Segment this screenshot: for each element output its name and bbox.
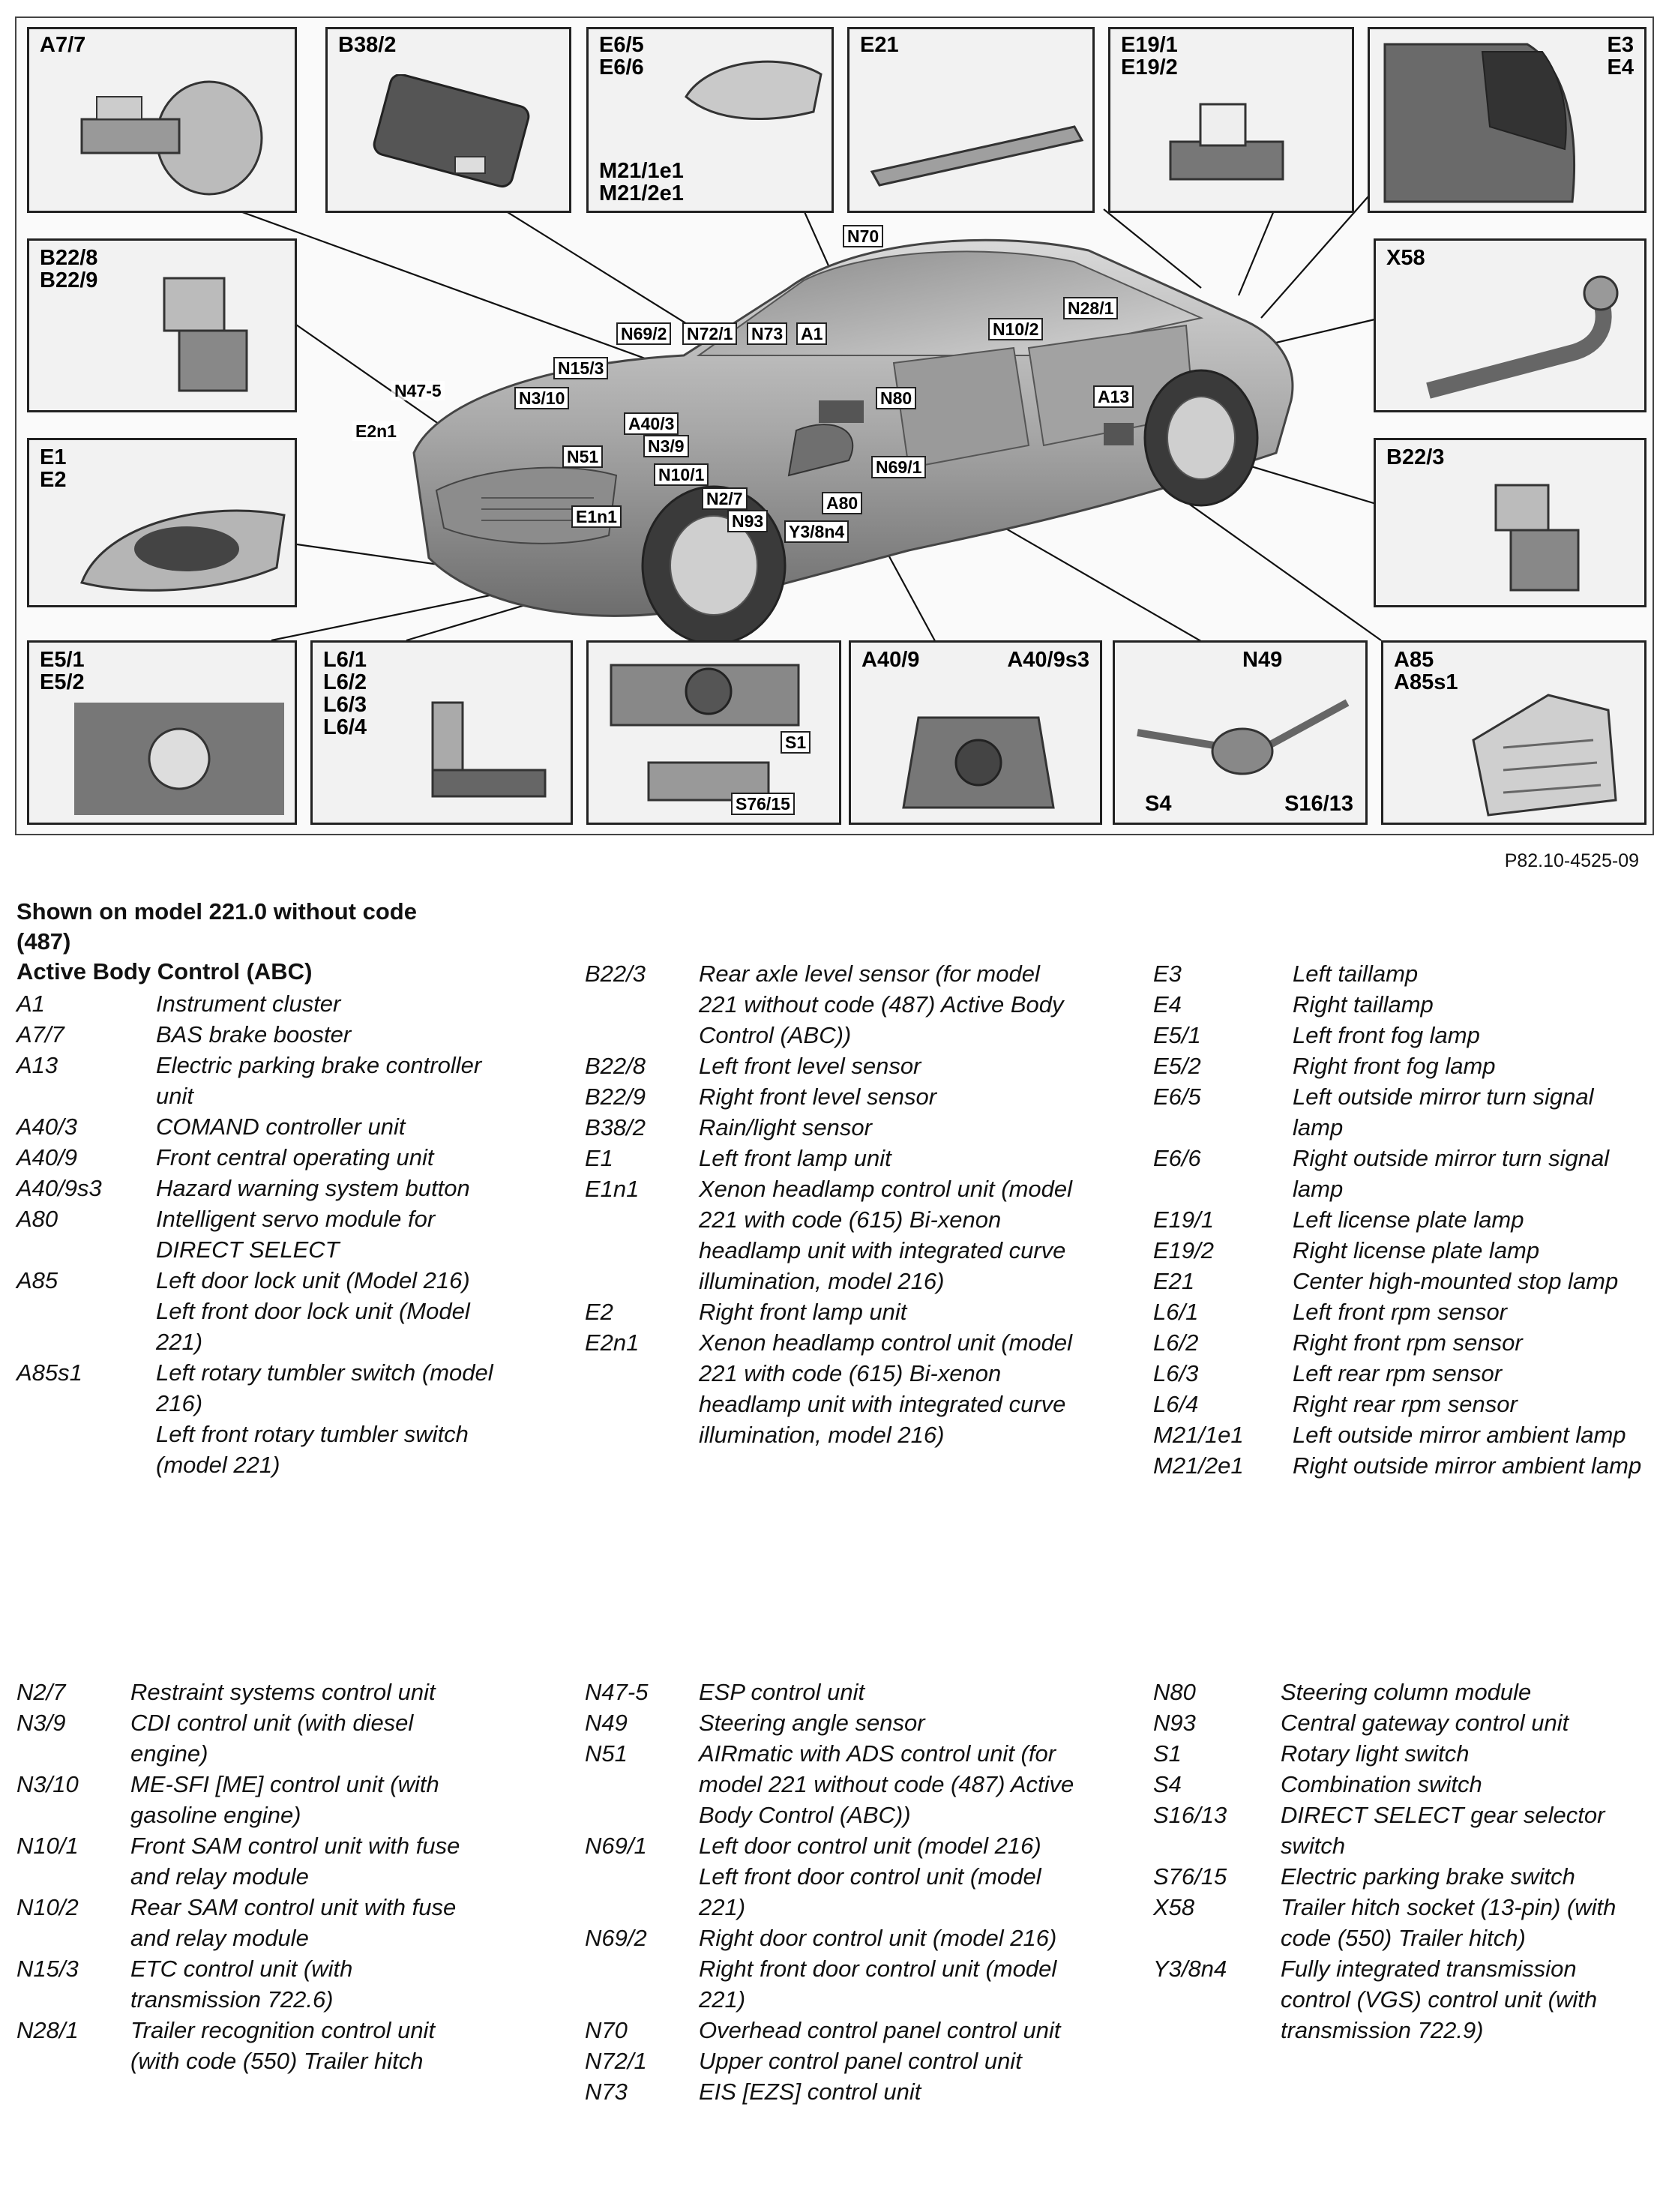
label-b38-2: B38/2 [338,33,397,57]
callout-n73: N73 [747,322,787,345]
callout-n28-1: N28/1 [1063,297,1118,319]
legend-code: E6/6 [1153,1145,1201,1171]
label-a7-7: A7/7 [40,33,86,57]
panel-stop-lamp [847,27,1095,213]
label-e19-1: E19/1 [1121,33,1178,57]
legend-code: N80 [1153,1679,1196,1705]
legend-code: E5/2 [1153,1053,1201,1079]
callout-e1n1: E1n1 [571,505,622,528]
legend-top-column-3 [1153,958,1648,1481]
legend-code: E6/5 [1153,1084,1201,1110]
panel-license-lamp [1108,27,1354,213]
panel-door-lock [1381,640,1647,825]
callout-n3-9: N3/9 [643,435,689,457]
legend-description: Left front fog lamp [1293,1022,1480,1048]
legend-item [16,1892,481,1953]
legend-item [585,1861,1080,1923]
legend-description: Upper control panel control unit [699,2048,1022,2074]
legend-description: Hazard warning system button [156,1175,470,1201]
legend-item [1153,1204,1648,1235]
legend-code: S1 [1153,1740,1182,1767]
callout-a80: A80 [822,492,862,514]
legend-code: N70 [585,2017,628,2043]
legend-description: Instrument cluster [156,991,341,1017]
legend-item [585,2076,1080,2107]
legend-bottom-column-1 [16,1677,481,2076]
legend-item [585,1173,1080,1296]
legend-description: Xenon headlamp control unit (model 221 with code (615) Bi-xenon headlamp unit with integrated curve illumination, model 216) [699,1329,1073,1448]
legend-item [16,988,511,1019]
legend-code: N72/1 [585,2048,647,2074]
legend-description: Right taillamp [1293,991,1434,1018]
panel-light-switch [586,640,841,825]
label-b22-8: B22/8 [40,246,98,270]
label-e6-5: E6/5 [599,33,644,57]
legend-item [1153,958,1648,989]
legend-code: E2n1 [585,1329,640,1356]
stop-lamp-icon [864,119,1089,187]
legend-description: Left rotary tumbler switch (model 216) [156,1359,493,1416]
legend-code: N47-5 [585,1679,649,1705]
legend-description: Left front rpm sensor [1293,1299,1508,1325]
legend-description: Left front level sensor [699,1053,921,1079]
label-e5-2: E5/2 [40,670,85,694]
legend-code: N10/2 [16,1894,79,1920]
label-b22-9: B22/9 [40,268,98,292]
legend-item [1153,1081,1648,1143]
legend-code: E1 [585,1145,613,1171]
legend-description: Rear axle level sensor (for model 221 without code (487) Active Body Control (ABC)) [699,961,1064,1048]
legend-item [16,1173,511,1203]
legend-item [16,1357,511,1419]
legend-item [1153,1738,1648,1769]
legend-code: N69/1 [585,1833,647,1859]
legend-item [1153,1020,1648,1051]
rain-light-sensor-icon [365,74,545,194]
legend-code: N49 [585,1710,628,1736]
callout-n69-2: N69/2 [616,322,671,345]
legend-item [585,2046,1080,2076]
legend-item [585,958,1080,1051]
callout-n10-1: N10/1 [654,463,709,486]
legend-code: A7/7 [16,1021,64,1048]
callout-a40-3: A40/3 [624,412,679,435]
legend-description: Left outside mirror ambient lamp [1293,1422,1626,1448]
legend-item [1153,1051,1648,1081]
callout-n51: N51 [562,445,603,468]
legend-code: L6/1 [1153,1299,1199,1325]
legend-item [16,1707,481,1769]
legend-item [585,1143,1080,1173]
legend-item [16,1677,481,1707]
label-a85: A85 [1394,648,1434,672]
panel-combination-switch [1113,640,1368,825]
legend-description: Intelligent servo module for DIRECT SELECT [156,1206,436,1263]
legend-description: DIRECT SELECT gear selector switch [1281,1802,1605,1859]
panel-trailer-hitch [1374,238,1647,412]
legend-code: E1n1 [585,1176,640,1202]
legend-code: E4 [1153,991,1182,1018]
legend-description: Right front lamp unit [699,1299,907,1325]
panel-rpm-sensor [310,640,573,825]
legend-item [16,1111,511,1142]
legend-description: COMAND controller unit [156,1113,406,1140]
label-l6-4: L6/4 [323,715,367,739]
legend-top-column-1 [16,988,511,1480]
legend-description: Electric parking brake controller unit [156,1052,482,1109]
callout-n2-7: N2/7 [702,487,748,510]
legend-item [1153,989,1648,1020]
legend-item [16,2015,481,2076]
legend-item [585,1112,1080,1143]
legend-code: N73 [585,2079,628,2105]
label-x58: X58 [1386,246,1425,270]
label-e2: E2 [40,468,67,492]
legend-code: N51 [585,1740,628,1767]
legend-code: A1 [16,991,45,1017]
legend-item [16,1419,511,1480]
label-l6-3: L6/3 [323,693,367,717]
legend-description: Right front door control unit (model 221) [699,1956,1057,2013]
legend-description: Right front level sensor [699,1084,937,1110]
headlamp-icon [74,493,292,605]
legend-item [1153,1266,1648,1296]
legend-item [585,1738,1080,1830]
legend-code [16,1296,156,1357]
legend-item [1153,1769,1648,1800]
legend-description: Left door lock unit (Model 216) [156,1267,470,1293]
legend-code: N3/10 [16,1771,79,1797]
fog-lamp-icon [74,703,284,815]
legend-description: Electric parking brake switch [1281,1863,1575,1890]
car-illustration [369,205,1314,655]
legend-description: BAS brake booster [156,1021,352,1048]
legend-item [16,1830,481,1892]
legend-code: N93 [1153,1710,1196,1736]
label-a40-9s3: A40/9s3 [1007,648,1089,672]
label-s76-15: S76/15 [731,793,795,815]
legend-item [1153,1450,1648,1481]
legend-description: AIRmatic with ADS control unit (for model 221 without code (487) Active Body Control (ABC)) [699,1740,1074,1828]
license-lamp-icon [1155,97,1305,202]
rear-level-sensor-icon [1451,470,1616,605]
callout-n10-2: N10/2 [988,318,1043,340]
label-e5-1: E5/1 [40,648,85,672]
legend-code: B22/3 [585,961,646,987]
legend-description: Left front lamp unit [699,1145,891,1171]
legend-code: A40/9s3 [16,1175,102,1201]
label-e4: E4 [1607,55,1634,79]
trailer-hitch-icon [1421,271,1638,406]
component-location-diagram [15,16,1654,835]
figure-code: P82.10-4525-09 [1504,850,1639,871]
label-b22-3: B22/3 [1386,445,1445,469]
legend-item [585,1830,1080,1861]
label-s4: S4 [1145,792,1172,816]
legend-description: Left front door lock unit (Model 221) [156,1298,470,1355]
panel-central-operating-unit [849,640,1102,825]
label-e21: E21 [860,33,899,57]
panel-rear-level-sensor [1374,438,1647,607]
label-s1: S1 [781,731,811,754]
callout-a13: A13 [1093,385,1134,408]
label-s16-13: S16/13 [1284,792,1353,816]
legend-code: L6/3 [1153,1360,1199,1386]
panel-rain-light-sensor [325,27,571,213]
legend-item [585,2015,1080,2046]
legend-item [1153,1707,1648,1738]
legend-description: Center high-mounted stop lamp [1293,1268,1619,1294]
legend-item [1153,1800,1648,1861]
legend-description: Left door control unit (model 216) [699,1833,1041,1859]
legend-description: Right license plate lamp [1293,1237,1540,1263]
legend-item [16,1953,481,2015]
legend-code: S4 [1153,1771,1182,1797]
legend-description: Right outside mirror turn signal lamp [1293,1145,1610,1202]
legend-code: E3 [1153,961,1182,987]
legend-description: Front central operating unit [156,1144,434,1170]
brake-booster-icon [59,74,269,202]
legend-item [16,1019,511,1050]
mirror-icon [679,52,828,134]
legend-description: Right front fog lamp [1293,1053,1496,1079]
legend-description: Trailer hitch socket (13-pin) (with code (550) Trailer hitch) [1281,1894,1617,1951]
legend-code: S76/15 [1153,1863,1227,1890]
legend-code: E2 [585,1299,613,1325]
legend-description: Central gateway control unit [1281,1710,1569,1736]
panel-mirror [586,27,834,213]
panel-brake-booster [27,27,297,213]
callout-e2n1: E2n1 [352,421,400,441]
callout-n15-3: N15/3 [553,357,608,379]
legend-description: Right rear rpm sensor [1293,1391,1518,1417]
legend-item [1153,1235,1648,1266]
intro-line-1: Shown on model 221.0 without code [16,898,417,925]
label-m21-1e1: M21/1e1 [599,159,684,183]
legend-code: E19/1 [1153,1206,1215,1233]
callout-n47-5: N47-5 [391,381,445,400]
combination-switch-icon [1130,680,1355,793]
legend-item [1153,1358,1648,1389]
legend-code: A80 [16,1206,58,1232]
legend-code: E5/1 [1153,1022,1201,1048]
legend-item [1153,1419,1648,1450]
central-operating-unit-icon [888,688,1068,823]
legend-description: Rain/light sensor [699,1114,872,1140]
legend-description: Left license plate lamp [1293,1206,1524,1233]
legend-code: N69/2 [585,1925,647,1951]
legend-code: B22/9 [585,1084,646,1110]
legend-description: ETC control unit (with transmission 722.6) [130,1956,353,2013]
legend-description: EIS [EZS] control unit [699,2079,921,2105]
label-l6-2: L6/2 [323,670,367,694]
label-a85s1: A85s1 [1394,670,1458,694]
legend-item [1153,1677,1648,1707]
legend-code: A13 [16,1052,58,1078]
legend-code: A85s1 [16,1359,82,1386]
legend-item [585,1923,1080,1953]
legend-description: ESP control unit [699,1679,865,1705]
legend-description: Steering column module [1281,1679,1532,1705]
level-sensor-icon [134,263,284,406]
legend-item [16,1050,511,1111]
legend-code [16,1419,156,1480]
legend-description: Front SAM control unit with fuse and relay module [130,1833,460,1890]
legend-description: Right door control unit (model 216) [699,1925,1057,1951]
legend-code [585,1861,699,1923]
legend-code: E21 [1153,1268,1195,1294]
legend-description: Left outside mirror turn signal lamp [1293,1084,1594,1140]
legend-code: B38/2 [585,1114,646,1140]
door-lock-icon [1458,680,1638,823]
panel-fog-lamp [27,640,297,825]
legend-bottom-column-2 [585,1677,1080,2107]
legend-description: Trailer recognition control unit (with code (550) Trailer hitch [130,2017,436,2074]
legend-top-column-2 [585,958,1080,1450]
label-e3: E3 [1607,33,1634,57]
intro-line-3: Active Body Control (ABC) [16,958,313,985]
legend-description: Fully integrated transmission control (VGS) control unit (with transmission 722.9) [1281,1956,1598,2043]
legend-item [1153,1892,1648,1953]
legend-description: Restraint systems control unit [130,1679,436,1705]
label-l6-1: L6/1 [323,648,367,672]
legend-code: M21/1e1 [1153,1422,1244,1448]
legend-item [16,1769,481,1830]
rpm-sensor-icon [403,688,568,823]
legend-code: L6/2 [1153,1329,1199,1356]
legend-code: X58 [1153,1894,1195,1920]
legend-item [1153,1861,1648,1892]
legend-item [16,1203,511,1265]
legend-code: L6/4 [1153,1391,1199,1417]
legend-code: M21/2e1 [1153,1452,1244,1479]
legend-description: Left front door control unit (model 221) [699,1863,1041,1920]
legend-description: CDI control unit (with diesel engine) [130,1710,414,1767]
callout-n72-1: N72/1 [682,322,737,345]
legend-code: A40/9 [16,1144,78,1170]
legend-code: N28/1 [16,2017,79,2043]
intro-text [16,897,504,987]
legend-item [1153,1327,1648,1358]
legend-code: A40/3 [16,1113,78,1140]
callout-n3-10: N3/10 [514,387,569,409]
label-m21-2e1: M21/2e1 [599,181,684,205]
legend-description: Combination switch [1281,1771,1482,1797]
label-e1: E1 [40,445,67,469]
legend-code: N10/1 [16,1833,79,1859]
label-e6-6: E6/6 [599,55,644,79]
legend-item [585,1051,1080,1081]
legend-item [16,1265,511,1296]
legend-item [585,1677,1080,1707]
callout-n80: N80 [876,387,916,409]
callout-n93: N93 [727,510,768,532]
callout-y3-8n4: Y3/8n4 [784,520,849,543]
legend-description: Left front rotary tumbler switch (model 221) [156,1421,469,1478]
panel-front-lamp [27,438,297,607]
legend-code: S16/13 [1153,1802,1227,1828]
legend-description: Steering angle sensor [699,1710,925,1736]
legend-description: Left taillamp [1293,961,1419,987]
legend-item [1153,1143,1648,1204]
legend-item [1153,1953,1648,2046]
legend-description: Left rear rpm sensor [1293,1360,1503,1386]
legend-item [16,1296,511,1357]
label-e19-2: E19/2 [1121,55,1178,79]
legend-item [585,1296,1080,1327]
legend-item [585,1953,1080,2015]
legend-code [585,1953,699,2015]
legend-code: N15/3 [16,1956,79,1982]
legend-description: Rear SAM control unit with fuse and relay module [130,1894,457,1951]
legend-item [585,1327,1080,1450]
legend-item [1153,1389,1648,1419]
legend-item [585,1081,1080,1112]
legend-item [585,1707,1080,1738]
legend-item [16,1142,511,1173]
taillamp-icon [1377,37,1602,209]
legend-code: N2/7 [16,1679,66,1705]
legend-code: A85 [16,1267,58,1293]
legend-description: Right front rpm sensor [1293,1329,1523,1356]
callout-n70: N70 [843,225,883,247]
legend-code: E19/2 [1153,1237,1215,1263]
legend-code: B22/8 [585,1053,646,1079]
callout-n69-1: N69/1 [871,456,926,478]
intro-line-2: (487) [16,928,71,955]
legend-code: Y3/8n4 [1153,1956,1227,1982]
label-n49: N49 [1242,648,1283,672]
label-a40-9: A40/9 [861,648,920,672]
callout-a1: A1 [796,322,827,345]
legend-description: Rotary light switch [1281,1740,1470,1767]
panel-taillamp [1368,27,1647,213]
panel-front-level-sensor [27,238,297,412]
legend-bottom-column-3 [1153,1677,1648,2046]
legend-item [1153,1296,1648,1327]
legend-description: Right outside mirror ambient lamp [1293,1452,1642,1479]
legend-description: Xenon headlamp control unit (model 221 with code (615) Bi-xenon headlamp unit with integrated curve illumination, model 216) [699,1176,1073,1294]
legend-description: Overhead control panel control unit [699,2017,1061,2043]
legend-code: N3/9 [16,1710,66,1736]
legend-description: ME-SFI [ME] control unit (with gasoline engine) [130,1771,439,1828]
